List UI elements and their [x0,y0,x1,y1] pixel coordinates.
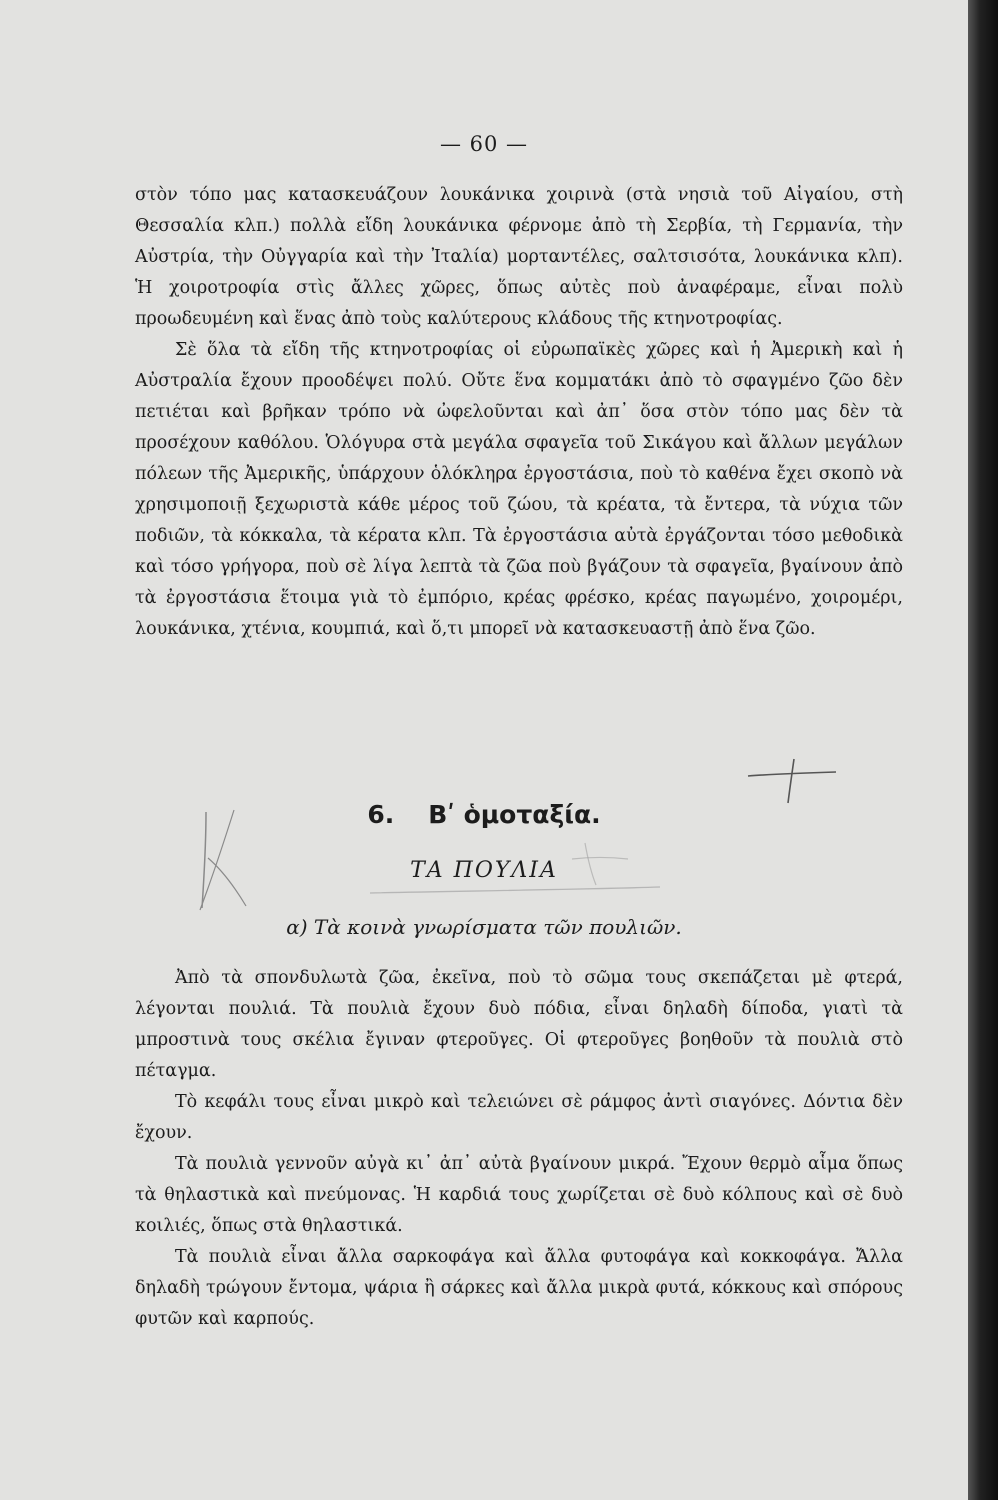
top-text-block [135,180,903,645]
subsection-heading: α) Τὰ κοινὰ γνωρίσματα τῶν πουλιῶν. [286,915,682,939]
section-title: Βʹ ὁμοταξία. [428,800,601,829]
paragraph: Ἀπὸ τὰ σπονδυλωτὰ ζῶα, ἐκεῖνα, ποὺ τὸ σῶμα τους σκεπάζεται μὲ φτερά, λέγονται πουλιά. Τὰ πουλιὰ ἔχουν δυὸ πόδια, εἶναι δηλαδὴ δίποδα, γιατὶ τὰ μπροστινὰ τους σκέλια ἔγιναν φτεροῦγες. Οἱ φτεροῦγες βοηθοῦν τὰ πουλιὰ στὸ πέταγμα. [135,968,903,1081]
chapter-subtitle: ΤΑ ΠΟΥΛΙΑ [410,858,558,883]
paragraph: Τὰ πουλιὰ γεννοῦν αὐγὰ κι᾽ ἀπ᾽ αὐτὰ βγαίνουν μικρά. Ἔχουν θερμὸ αἷμα ὅπως τὰ θηλαστικὰ καὶ πνεύμονας. Ἡ καρδιά τους χωρίζεται σὲ δυὸ κόλπους καὶ σὲ δυὸ κοιλιές, ὅπως στὰ θηλαστικά. [135,1154,903,1236]
paragraph: Τὸ κεφάλι τους εἶναι μικρὸ καὶ τελειώνει σὲ ράμφος ἀντὶ σιαγόνες. Δόντια δὲν ἔχουν. [135,1092,903,1143]
bottom-text-block [135,963,903,1335]
page-number: — 60 — [439,132,529,156]
section-heading [0,800,968,829]
section-number: 6. [367,800,395,829]
paragraph: Σὲ ὅλα τὰ εἴδη τῆς κτηνοτροφίας οἱ εὐρωπαϊκὲς χῶρες καὶ ἡ Ἀμερικὴ καὶ ἡ Αὐστραλία ἔχουν προοδέψει πολύ. Οὔτε ἕνα κομματάκι ἀπὸ τὸ σφαγμένο ζῶο δὲν πετιέται καὶ βρῆκαν τρόπο νὰ ὠφελοῦνται καὶ ἀπ᾽ ὅσα στὸν τόπο μας δὲν τὰ προσέχουν καθόλου. Ὁλόγυρα στὰ μεγάλα σφαγεῖα τοῦ Σικάγου καὶ ἄλλων μεγάλων πόλεων τῆς Ἀμερικῆς, ὑπάρχουν ὁλόκληρα ἐργοστάσια, ποὺ τὸ καθένα ἔχει σκοπὸ νὰ χρησιμοποιῇ ξεχωριστὰ κάθε μέρος τοῦ ζώου, τὰ κρέατα, τὰ ἔντερα, τὰ νύχια τῶν ποδιῶν, τὰ κόκκαλα, τὰ κέρατα κλπ. Τὰ ἐργοστάσια αὐτὰ ἐργάζονται τόσο μεθοδικὰ καὶ τόσο γρήγορα, ποὺ σὲ λίγα λεπτὰ τὰ ζῶα ποὺ βγάζουν τὰ σφαγεῖα, βγαίνουν ἀπὸ τὰ ἐργοστάσια ἕτοιμα γιὰ τὸ ἐμπόριο, κρέας φρέσκο, κρέας παγωμένο, χοιρομέρι, λουκάνικα, χτένια, κουμπιά, καὶ ὅ,τι μπορεῖ νὰ κατασκευαστῇ ἀπὸ ἕνα ζῶο. [135,340,903,639]
pencil-cross-mark [742,755,842,805]
paragraph: στὸν τόπο μας κατασκευάζουν λουκάνικα χοιρινὰ (στὰ νησιὰ τοῦ Αἰγαίου, στὴ Θεσσαλία κλπ.) πολλὰ εἴδη λουκάνικα φέρνομε ἀπὸ τὴ Σερβία, τὴ Γερμανία, τὴν Αὐστρία, τὴν Οὐγγαρία καὶ τὴν Ἰταλία) μορταντέλες, σαλτσισότα, λουκάνικα κλπ). Ἡ χοιροτροφία στὶς ἄλλες χῶρες, ὅπως αὐτὲς ποὺ ἀναφέραμε, εἶναι πολὺ προωδευμένη καὶ ἕνας ἀπὸ τοὺς καλύτερους κλάδους τῆς κτηνοτροφίας. [135,185,903,329]
paragraph: Τὰ πουλιὰ εἶναι ἄλλα σαρκοφάγα καὶ ἄλλα φυτοφάγα καὶ κοκκοφάγα. Ἄλλα δηλαδὴ τρώγουν ἔντομα, ψάρια ἢ σάρκες καὶ ἄλλα μικρὰ φυτά, κόκκους καὶ σπόρους φυτῶν καὶ καρπούς. [135,1247,903,1329]
